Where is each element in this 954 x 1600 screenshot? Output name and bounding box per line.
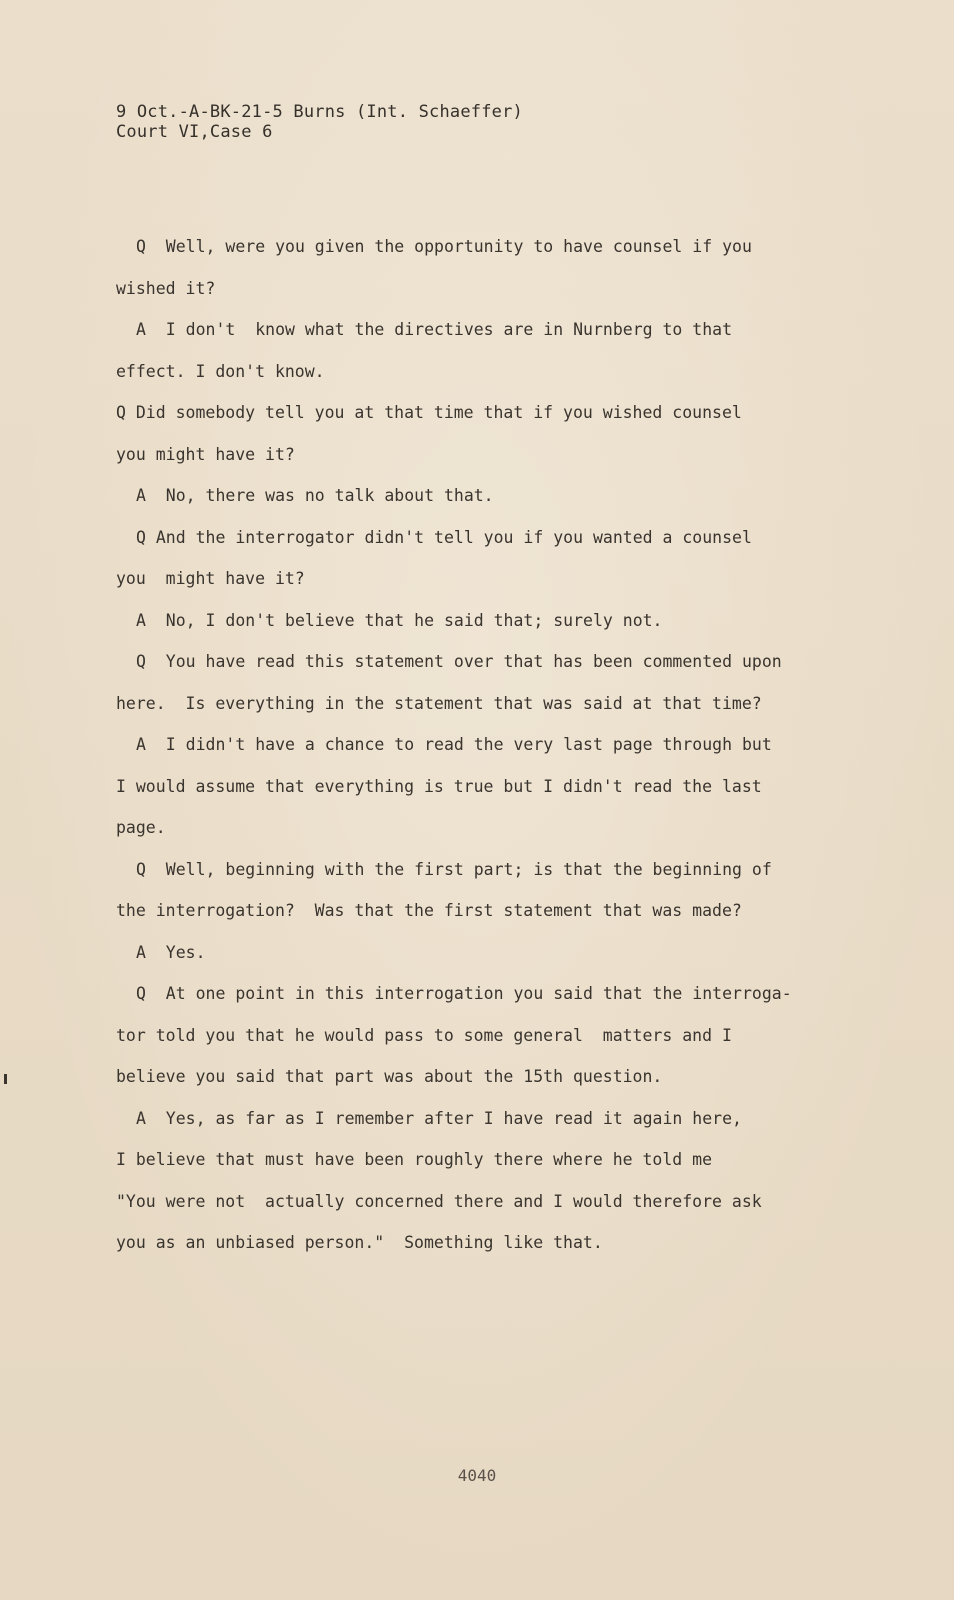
transcript-line: A I didn't have a chance to read the very last page through but	[136, 735, 772, 754]
transcript-line: you might have it?	[116, 569, 305, 588]
transcript-line: I would assume that everything is true but I didn't read the last	[116, 776, 762, 796]
transcript-line: wished it?	[116, 278, 216, 298]
margin-mark	[4, 1074, 7, 1084]
header-court-case: Court VI,Case 6	[116, 122, 273, 142]
transcript-line: A No, there was no talk about that.	[136, 486, 494, 505]
transcript-line: here. Is everything in the statement that was said at that time?	[116, 693, 762, 713]
transcript-line: Q And the interrogator didn't tell you if you wanted a counsel	[136, 527, 752, 547]
transcript-line: A I don't know what the directives are in Nurnberg to that	[136, 320, 733, 339]
transcript-line: A No, I don't believe that he said that; surely not.	[136, 610, 663, 630]
transcript-line: you as an unbiased person." Something like that.	[116, 1233, 603, 1252]
transcript-line: "You were not actually concerned there and I would therefore ask	[116, 1191, 762, 1211]
transcript-line: A Yes.	[136, 942, 206, 962]
transcript-line: Q You have read this statement over that has been commented upon	[136, 652, 782, 671]
transcript-line: I believe that must have been roughly there where he told me	[116, 1150, 713, 1169]
transcript-line: you might have it?	[116, 444, 295, 464]
header-case-reference: 9 Oct.-A-BK-21-5 Burns (Int. Schaeffer)	[116, 102, 523, 122]
transcript-line: page.	[116, 818, 166, 837]
transcript-line: believe you said that part was about the 15th question.	[116, 1067, 663, 1086]
page-number: 4040	[457, 1466, 497, 1485]
transcript-line: effect. I don't know.	[116, 361, 325, 381]
transcript-line: Q Did somebody tell you at that time that if you wished counsel	[116, 403, 742, 422]
document-header	[116, 102, 523, 142]
testimony-transcript	[116, 226, 816, 1264]
transcript-line: tor told you that he would pass to some general matters and I	[116, 1025, 732, 1045]
transcript-line: A Yes, as far as I remember after I have read it again here,	[136, 1108, 742, 1128]
transcript-line: Q Well, beginning with the first part; is that the beginning of	[136, 859, 772, 879]
transcript-line: Q At one point in this interrogation you said that the interroga-	[136, 984, 792, 1003]
transcript-line: Q Well, were you given the opportunity to have counsel if you	[136, 237, 752, 256]
transcript-line: the interrogation? Was that the first statement that was made?	[116, 901, 742, 920]
